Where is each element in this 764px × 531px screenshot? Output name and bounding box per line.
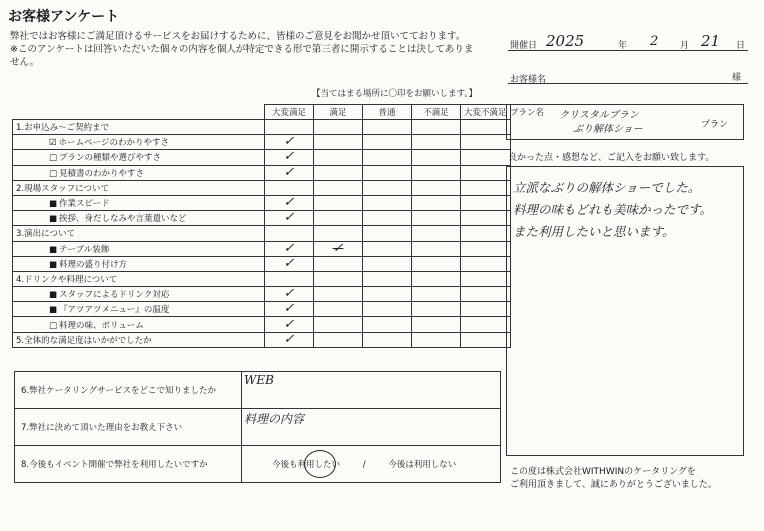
plan-name-field[interactable] (506, 104, 744, 140)
satisfaction-table (12, 104, 511, 348)
question-item-row (13, 302, 511, 317)
rating-cell[interactable] (314, 165, 363, 180)
rating-cell[interactable] (265, 150, 314, 165)
item-checkbox: ■ (49, 199, 58, 210)
rating-cell[interactable] (461, 271, 511, 286)
option-yes-label: 今後も利用したい (272, 460, 341, 470)
rating-cell[interactable] (314, 287, 363, 302)
rating-cell[interactable] (265, 302, 314, 317)
rating-cell[interactable] (363, 150, 412, 165)
rating-cell[interactable] (265, 120, 314, 135)
question-text (13, 165, 265, 180)
rating-cell[interactable] (461, 287, 511, 302)
date-underline (508, 50, 748, 51)
section-row (13, 180, 511, 195)
question-label: スタッフによるドリンク対応 (59, 290, 170, 301)
rating-cell[interactable] (412, 241, 461, 256)
question-text (13, 317, 265, 332)
check-mark: ✓ (283, 301, 295, 317)
rating-cell[interactable] (314, 226, 363, 241)
question-item-row (13, 241, 511, 256)
question-label: 2.現場スタッフについて (16, 183, 109, 194)
question-label: 1.お申込み～ご契約まで (16, 123, 110, 134)
question-label: 8.今後もイベント開催で弊社を利用したいですか (15, 446, 242, 483)
comment-field[interactable] (506, 166, 744, 456)
intro-text (10, 30, 510, 69)
question-text (13, 256, 265, 271)
answer-options (242, 446, 501, 483)
survey-title: お客様アンケート (8, 9, 120, 25)
check-mark: ✓ (283, 164, 295, 180)
question-row (15, 409, 501, 446)
option-separator: / (362, 460, 366, 470)
check-mark: ✓ (283, 316, 295, 332)
question-label: 挨拶、身だしなみや言葉遣いなど (59, 214, 187, 225)
option-no[interactable]: 今後は利用しない (388, 460, 457, 470)
date-label: 開催日 (510, 41, 538, 51)
item-checkbox: ■ (49, 259, 58, 270)
instruction-note: 【当てはまる場所に〇印をお願いします。】 (312, 89, 478, 99)
rating-cell[interactable] (363, 256, 412, 271)
handwritten-answer: WEB (244, 373, 274, 387)
question-item-row (13, 165, 511, 180)
rating-cell[interactable] (265, 211, 314, 226)
rating-cell[interactable] (461, 226, 511, 241)
intro-line: ※このアンケートは回答いただいた個々の内容を個人が特定できる形で第三者に開示することは決してありま (10, 44, 474, 55)
rating-header: 満足 (314, 105, 363, 120)
rating-cell[interactable] (461, 135, 511, 150)
rating-cell[interactable] (265, 195, 314, 210)
rating-cell[interactable] (461, 211, 511, 226)
rating-cell[interactable] (412, 302, 461, 317)
rating-cell[interactable] (412, 256, 461, 271)
rating-cell[interactable] (314, 211, 363, 226)
rating-cell[interactable] (412, 271, 461, 286)
check-mark: ✓ (283, 134, 295, 150)
check-mark: ✓ (283, 286, 295, 302)
open-questions-table (14, 371, 501, 483)
handwritten-plan-line2: ぶり解体ショー (573, 124, 643, 135)
rating-cell[interactable] (412, 211, 461, 226)
rating-cell[interactable] (314, 302, 363, 317)
rating-cell[interactable] (412, 150, 461, 165)
intro-line: せん。 (10, 57, 40, 68)
option-yes[interactable] (272, 458, 340, 470)
rating-cell[interactable] (265, 226, 314, 241)
question-text (13, 135, 265, 150)
struck-check-mark: ✓ (332, 240, 344, 256)
header-blank (13, 105, 265, 120)
check-mark: ✓ (283, 149, 295, 165)
rating-cell[interactable] (314, 332, 363, 347)
rating-cell[interactable] (314, 241, 363, 256)
plan-suffix: プラン (701, 120, 729, 130)
rating-cell[interactable] (461, 120, 511, 135)
section-row (13, 226, 511, 241)
thanks-line: ご利用頂きまして、誠にありがとうございました。 (510, 480, 717, 490)
rating-cell[interactable] (412, 195, 461, 210)
rating-cell[interactable] (363, 120, 412, 135)
item-checkbox: □ (49, 320, 58, 331)
rating-header: 普通 (363, 105, 412, 120)
handwritten-plan-line1: クリスタルプラン (559, 110, 639, 121)
question-label: 5.全体的な満足度はいかがでしたか (16, 335, 152, 346)
question-text (13, 302, 265, 317)
check-mark: ✓ (283, 331, 295, 347)
section-title (13, 271, 265, 286)
rating-header: 大変満足 (265, 105, 314, 120)
customer-name-field[interactable] (508, 83, 748, 84)
item-checkbox: ■ (49, 305, 58, 316)
rating-cell[interactable] (363, 135, 412, 150)
question-label: 作業スピード (59, 199, 110, 210)
rating-cell[interactable] (314, 195, 363, 210)
question-label: 7.弊社に決めて頂いた理由をお教え下さい (15, 409, 242, 446)
rating-cell[interactable] (363, 226, 412, 241)
rating-cell[interactable] (363, 317, 412, 332)
item-checkbox: ■ (49, 290, 58, 301)
rating-cell[interactable] (363, 241, 412, 256)
day-unit: 日 (736, 41, 746, 51)
question-label: 4.ドリンクや料理について (16, 274, 118, 285)
rating-cell[interactable] (412, 287, 461, 302)
section-title (13, 120, 265, 135)
handwritten-year: 2025 (546, 32, 585, 50)
rating-cell[interactable] (363, 271, 412, 286)
rating-cell[interactable] (314, 150, 363, 165)
rating-cell[interactable] (314, 256, 363, 271)
check-mark: ✓ (283, 210, 295, 226)
rating-cell[interactable] (265, 271, 314, 286)
rating-header: 不満足 (412, 105, 461, 120)
rating-cell[interactable] (461, 150, 511, 165)
answer-field[interactable] (242, 409, 501, 446)
section-title (13, 332, 265, 347)
rating-cell[interactable] (265, 332, 314, 347)
question-item-row (13, 317, 511, 332)
rating-cell[interactable] (412, 120, 461, 135)
customer-name-label: お客様名 (510, 75, 547, 85)
question-item-row (13, 256, 511, 271)
question-label: 『アツアツメニュー』の温度 (59, 305, 170, 316)
month-unit: 月 (680, 41, 690, 51)
rating-cell[interactable] (412, 317, 461, 332)
question-item-row (13, 211, 511, 226)
rating-cell[interactable] (461, 302, 511, 317)
question-label: 料理の味、ボリューム (59, 320, 144, 331)
rating-cell[interactable] (265, 317, 314, 332)
rating-cell[interactable] (412, 226, 461, 241)
name-suffix: 様 (732, 73, 742, 83)
rating-cell[interactable] (363, 165, 412, 180)
comment-label: 良かった点・感想など、ご記入をお願い致します。 (508, 153, 715, 163)
rating-cell[interactable] (412, 332, 461, 347)
thank-you-message (510, 466, 717, 492)
rating-cell[interactable] (461, 241, 511, 256)
handwritten-comment (513, 177, 712, 243)
rating-header-row (13, 105, 511, 120)
question-row (15, 446, 501, 483)
plan-name-label: プラン名 (510, 108, 545, 118)
question-label: 3.演出について (16, 229, 75, 240)
question-row (15, 372, 501, 409)
rating-cell[interactable] (461, 165, 511, 180)
section-title (13, 226, 265, 241)
question-label: 6.弊社ケータリングサービスをどこで知りましたか (15, 372, 242, 409)
check-mark: ✓ (283, 240, 295, 256)
rating-cell[interactable] (363, 287, 412, 302)
rating-cell[interactable] (412, 180, 461, 195)
question-item-row (13, 287, 511, 302)
rating-cell[interactable] (363, 180, 412, 195)
item-checkbox: ■ (49, 214, 58, 225)
item-checkbox: □ (49, 168, 58, 179)
rating-cell[interactable] (461, 317, 511, 332)
question-text (13, 241, 265, 256)
question-text (13, 150, 265, 165)
section-row (13, 271, 511, 286)
item-checkbox: □ (49, 153, 58, 164)
question-label: テーブル装飾 (59, 244, 110, 255)
rating-cell[interactable] (314, 135, 363, 150)
item-checkbox: ■ (49, 244, 58, 255)
rating-cell[interactable] (265, 135, 314, 150)
check-mark: ✓ (283, 195, 295, 211)
question-label: プランの種類や選びやすさ (59, 153, 162, 164)
thanks-line: この度は株式会社WITHWINのケータリングを (510, 467, 696, 477)
rating-cell[interactable] (363, 302, 412, 317)
section-title (13, 180, 265, 195)
section-row (13, 120, 511, 135)
question-text (13, 195, 265, 210)
comment-line: 立派なぶりの解体ショーでした。 (513, 180, 701, 195)
handwritten-month: 2 (650, 34, 659, 49)
question-label: 見積書のわかりやすさ (59, 168, 145, 179)
question-item-row (13, 195, 511, 210)
comment-line: また利用したいと思います。 (513, 224, 675, 239)
handwritten-day: 21 (701, 32, 721, 50)
rating-header: 大変不満足 (461, 105, 511, 120)
comment-line: 料理の味もどれも美味かったです。 (513, 202, 713, 217)
question-label: ホームページのわかりやすさ (58, 138, 169, 149)
rating-cell[interactable] (461, 195, 511, 210)
rating-cell[interactable] (461, 332, 511, 347)
year-unit: 年 (618, 41, 628, 51)
rating-cell[interactable] (461, 180, 511, 195)
question-item-row (13, 135, 511, 150)
rating-cell[interactable] (363, 195, 412, 210)
rating-cell[interactable] (412, 165, 461, 180)
rating-cell[interactable] (265, 241, 314, 256)
rating-cell[interactable] (265, 256, 314, 271)
rating-cell[interactable] (412, 135, 461, 150)
rating-cell[interactable] (265, 287, 314, 302)
answer-field[interactable] (242, 372, 501, 409)
rating-cell[interactable] (265, 180, 314, 195)
question-item-row (13, 150, 511, 165)
handwritten-answer: 料理の内容 (244, 412, 305, 426)
rating-cell[interactable] (461, 256, 511, 271)
rating-cell[interactable] (363, 211, 412, 226)
question-text (13, 211, 265, 226)
selection-circle (304, 450, 336, 478)
rating-cell[interactable] (314, 271, 363, 286)
rating-cell[interactable] (363, 332, 412, 347)
rating-cell[interactable] (314, 317, 363, 332)
question-text (13, 287, 265, 302)
rating-cell[interactable] (314, 180, 363, 195)
section-row (13, 332, 511, 347)
item-checkbox: ☑ (49, 138, 57, 149)
intro-line: 弊社ではお客様にご満足頂けるサービスをお届けするために、皆様のご意見をお聞かせ頂いてております。 (10, 31, 466, 42)
check-mark: ✓ (283, 255, 295, 271)
rating-cell[interactable] (265, 165, 314, 180)
question-label: 料理の盛り付け方 (59, 259, 128, 270)
rating-cell[interactable] (314, 120, 363, 135)
